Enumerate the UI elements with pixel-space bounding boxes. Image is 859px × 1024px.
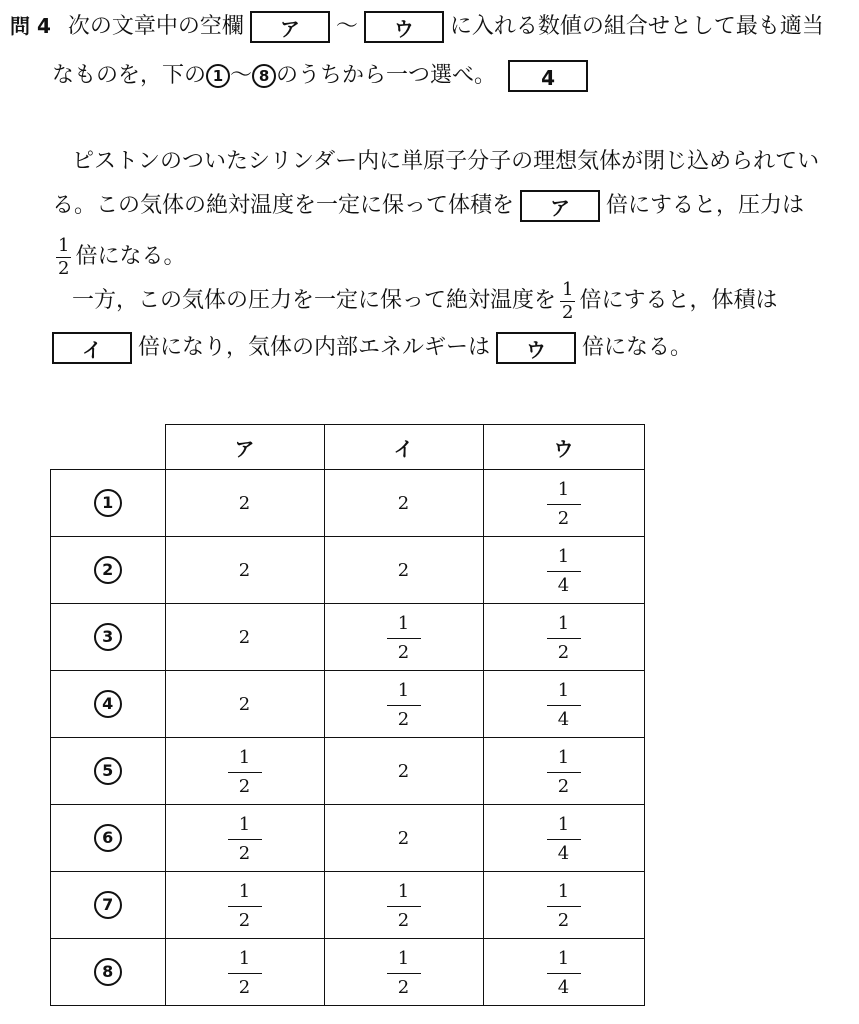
cell-i bbox=[324, 939, 483, 1006]
frac-den: 2 bbox=[562, 301, 574, 323]
fraction-numerator: 1 bbox=[397, 880, 410, 902]
table-row bbox=[51, 805, 645, 872]
passage-p2-l2-tail: 倍になる。 bbox=[582, 335, 693, 360]
fraction-numerator: 1 bbox=[238, 746, 251, 768]
integer-value: 2 bbox=[238, 693, 251, 715]
fraction-numerator: 1 bbox=[397, 612, 410, 634]
fraction-numerator: 1 bbox=[397, 947, 410, 969]
fraction-bar bbox=[547, 504, 581, 505]
blank-box-a: ア bbox=[250, 11, 330, 43]
cell-u bbox=[483, 671, 644, 738]
fraction-denominator: 4 bbox=[557, 842, 570, 864]
passage-p1-line-1: ピストンのついたシリンダー内に単原子分子の理想気体が閉じ込められてい bbox=[72, 149, 820, 174]
integer-value: 2 bbox=[397, 559, 410, 581]
passage-p1-l2-tail: 倍にすると，圧力は bbox=[606, 193, 805, 218]
fraction-numerator: 1 bbox=[238, 947, 251, 969]
cell-u bbox=[483, 805, 644, 872]
choices-table bbox=[50, 424, 645, 1006]
blank-box-i: イ bbox=[52, 332, 132, 364]
fraction-value bbox=[547, 679, 581, 730]
table-row bbox=[51, 671, 645, 738]
fraction-numerator: 1 bbox=[557, 947, 570, 969]
cell-u bbox=[483, 738, 644, 805]
choice-number-cell bbox=[51, 537, 166, 604]
fraction-numerator: 1 bbox=[397, 679, 410, 701]
cell-a bbox=[165, 671, 324, 738]
fraction-bar bbox=[228, 973, 262, 974]
table-row bbox=[51, 872, 645, 939]
fraction-numerator: 1 bbox=[557, 478, 570, 500]
choice-number-cell bbox=[51, 470, 166, 537]
integer-value: 2 bbox=[238, 559, 251, 581]
cell-a bbox=[165, 738, 324, 805]
fraction-bar bbox=[228, 906, 262, 907]
fraction-denominator: 2 bbox=[557, 909, 570, 931]
cell-u bbox=[483, 872, 644, 939]
fraction-bar bbox=[547, 571, 581, 572]
choice-number-cell bbox=[51, 604, 166, 671]
cell-i bbox=[324, 671, 483, 738]
fraction-value bbox=[228, 813, 262, 864]
range-separator-2: ～ bbox=[230, 63, 253, 88]
choice-end-marker: 8 bbox=[252, 64, 276, 88]
fraction-bar bbox=[547, 638, 581, 639]
passage-p2-l2-mid: 倍になり，気体の内部エネルギーは bbox=[138, 335, 491, 360]
fraction-denominator: 2 bbox=[397, 708, 410, 730]
passage-p1-l3-tail: 倍になる。 bbox=[75, 244, 186, 269]
fraction-denominator: 4 bbox=[557, 708, 570, 730]
choice-number-cell bbox=[51, 805, 166, 872]
cell-a bbox=[165, 805, 324, 872]
passage-p2-l1-head: 一方，この気体の圧力を一定に保って絶対温度を bbox=[72, 288, 557, 313]
passage-p1-l2-head: る。この気体の絶対温度を一定に保って体積を bbox=[52, 193, 515, 218]
fraction-value bbox=[228, 880, 262, 931]
fraction-bar bbox=[387, 638, 421, 639]
fraction-numerator: 1 bbox=[557, 612, 570, 634]
fraction-numerator: 1 bbox=[557, 813, 570, 835]
cell-i bbox=[324, 872, 483, 939]
fraction-numerator: 1 bbox=[557, 679, 570, 701]
table-row bbox=[51, 537, 645, 604]
question-intro: 次の文章中の空欄 bbox=[67, 14, 244, 39]
integer-value: 2 bbox=[397, 760, 410, 782]
fraction-denominator: 2 bbox=[397, 976, 410, 998]
fraction-value bbox=[228, 947, 262, 998]
cell-i bbox=[324, 805, 483, 872]
passage-p2-line-1 bbox=[72, 276, 777, 326]
cell-u bbox=[483, 537, 644, 604]
choice-number: 6 bbox=[94, 824, 122, 852]
integer-value: 2 bbox=[397, 492, 410, 514]
fraction-value bbox=[547, 478, 581, 529]
fraction-numerator: 1 bbox=[557, 545, 570, 567]
blank-box-a-inline: ア bbox=[520, 190, 600, 222]
fraction-denominator: 2 bbox=[557, 507, 570, 529]
fraction-bar bbox=[387, 973, 421, 974]
fraction-value bbox=[547, 612, 581, 663]
fraction-numerator: 1 bbox=[238, 813, 251, 835]
choice-number: 7 bbox=[94, 891, 122, 919]
fraction-bar bbox=[547, 772, 581, 773]
fraction-bar bbox=[547, 705, 581, 706]
cell-a bbox=[165, 470, 324, 537]
choice-number: 5 bbox=[94, 757, 122, 785]
table-row bbox=[51, 738, 645, 805]
fraction-value bbox=[387, 947, 421, 998]
header-u: ウ bbox=[483, 425, 644, 470]
fraction-value bbox=[387, 679, 421, 730]
fraction-denominator: 2 bbox=[397, 909, 410, 931]
cell-i bbox=[324, 604, 483, 671]
choice-number: 8 bbox=[94, 958, 122, 986]
cell-u bbox=[483, 470, 644, 537]
fraction-denominator: 2 bbox=[397, 641, 410, 663]
header-a: ア bbox=[165, 425, 324, 470]
integer-value: 2 bbox=[397, 827, 410, 849]
fraction-bar bbox=[387, 906, 421, 907]
blank-box-u: ウ bbox=[364, 11, 444, 43]
header-i: イ bbox=[324, 425, 483, 470]
frac-den: 2 bbox=[58, 257, 70, 279]
cell-i bbox=[324, 470, 483, 537]
cell-u bbox=[483, 939, 644, 1006]
choice-start-marker: 1 bbox=[206, 64, 230, 88]
fraction-value bbox=[547, 880, 581, 931]
cell-i bbox=[324, 537, 483, 604]
fraction-bar bbox=[547, 973, 581, 974]
fraction-value bbox=[547, 947, 581, 998]
cell-i bbox=[324, 738, 483, 805]
choice-number: 3 bbox=[94, 623, 122, 651]
table-header-row bbox=[51, 425, 645, 470]
passage-p2-l1-tail: 倍にすると，体積は bbox=[579, 288, 778, 313]
table-row bbox=[51, 939, 645, 1006]
frac-num: 1 bbox=[58, 234, 70, 256]
question-line-1 bbox=[10, 6, 824, 46]
table-row bbox=[51, 470, 645, 537]
question-line2-head: なものを，下の bbox=[52, 63, 207, 88]
fraction-value bbox=[547, 746, 581, 797]
fraction-denominator: 2 bbox=[557, 641, 570, 663]
cell-a bbox=[165, 872, 324, 939]
cell-a bbox=[165, 604, 324, 671]
fraction-one-half-a bbox=[56, 234, 71, 279]
choice-number-cell bbox=[51, 872, 166, 939]
fraction-denominator: 2 bbox=[238, 976, 251, 998]
fraction-value bbox=[228, 746, 262, 797]
choice-number-cell bbox=[51, 939, 166, 1006]
fraction-denominator: 2 bbox=[557, 775, 570, 797]
fraction-numerator: 1 bbox=[238, 880, 251, 902]
fraction-value bbox=[387, 612, 421, 663]
fraction-value bbox=[547, 813, 581, 864]
fraction-value bbox=[387, 880, 421, 931]
frac-num: 1 bbox=[562, 278, 574, 300]
fraction-denominator: 2 bbox=[238, 842, 251, 864]
cell-a bbox=[165, 939, 324, 1006]
fraction-denominator: 2 bbox=[238, 775, 251, 797]
answer-box: 4 bbox=[508, 60, 588, 92]
blank-box-u-inline: ウ bbox=[496, 332, 576, 364]
choice-number: 4 bbox=[94, 690, 122, 718]
question-line2-mid: のうちから一つ選べ。 bbox=[276, 63, 497, 88]
fraction-one-half-b bbox=[560, 278, 575, 323]
choice-number-cell bbox=[51, 738, 166, 805]
question-line-2 bbox=[52, 56, 594, 96]
passage-p2-line-2 bbox=[52, 328, 692, 368]
fraction-bar bbox=[387, 705, 421, 706]
fraction-value bbox=[547, 545, 581, 596]
choices-table-body bbox=[51, 470, 645, 1006]
question-intro-tail: に入れる数値の組合せとして最も適当 bbox=[449, 14, 824, 39]
table-corner bbox=[51, 425, 166, 470]
table-row bbox=[51, 604, 645, 671]
cell-a bbox=[165, 537, 324, 604]
fraction-bar bbox=[228, 772, 262, 773]
question-number: 問 4 bbox=[10, 14, 51, 38]
passage-p1-line-3 bbox=[52, 232, 185, 282]
cell-u bbox=[483, 604, 644, 671]
fraction-denominator: 2 bbox=[238, 909, 251, 931]
fraction-bar bbox=[547, 839, 581, 840]
fraction-numerator: 1 bbox=[557, 746, 570, 768]
fraction-numerator: 1 bbox=[557, 880, 570, 902]
choice-number: 2 bbox=[94, 556, 122, 584]
fraction-bar bbox=[228, 839, 262, 840]
fraction-bar bbox=[547, 906, 581, 907]
integer-value: 2 bbox=[238, 626, 251, 648]
range-separator: ～ bbox=[335, 14, 358, 39]
passage-p1-line-2 bbox=[52, 186, 804, 226]
fraction-denominator: 4 bbox=[557, 976, 570, 998]
choice-number-cell bbox=[51, 671, 166, 738]
choice-number: 1 bbox=[94, 489, 122, 517]
integer-value: 2 bbox=[238, 492, 251, 514]
fraction-denominator: 4 bbox=[557, 574, 570, 596]
